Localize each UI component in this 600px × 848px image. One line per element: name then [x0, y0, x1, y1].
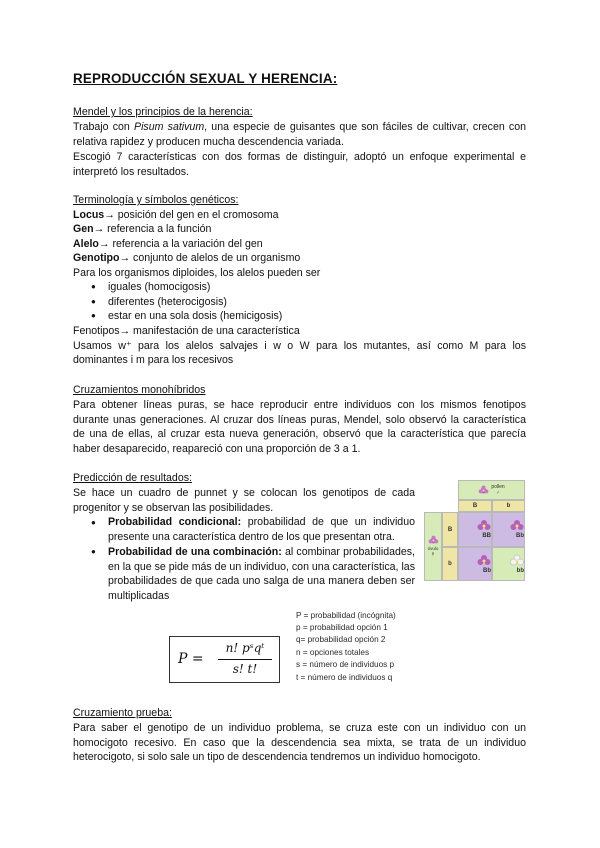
ovule-label: óvulo	[427, 546, 439, 551]
legend-line: n = opciones totales	[296, 648, 370, 657]
bullet-item: estar en una sola dosis (hemicigosis)	[108, 310, 283, 322]
bullet-item: diferentes (heterocigosis)	[108, 296, 227, 308]
flower-icon	[428, 535, 439, 546]
cruzamientos-paragraph: Para obtener líneas puras, se hace reproducir entre individuos con los mismos fenotipos durante unas generaciones. Al cruzar dos líneas puras, Mendel, solo observó la característica de una de ellas, al cruzar esta nueva generación, observó que la característica que parecía haber desaparecido, reapareció con una proporción de 3 a 1.	[73, 399, 526, 455]
bullet-dot: ●	[91, 518, 96, 527]
legend-line: s = número de individuos p	[296, 660, 395, 669]
formula-denominator: s! t!	[232, 662, 258, 676]
male-symbol: ♂	[496, 490, 500, 496]
bullet-item: iguales (homocigosis)	[108, 281, 211, 293]
formula-lhs: P =	[178, 651, 204, 667]
bullet-dot: ●	[91, 311, 96, 320]
legend-line: t = número de individuos q	[296, 673, 393, 682]
mendel-heading: Mendel y los principios de la herencia:	[73, 106, 253, 118]
legend-line: q= probabilidad opción 2	[296, 635, 386, 644]
bullet-dot: ●	[91, 297, 96, 306]
probabilidad-condicional: Probabilidad condicional: probabilidad de que un individuo presente una característica dentro de los que presentan otra.	[108, 516, 415, 543]
mendel-paragraph-2: Escogió 7 características con dos formas de distinguir, adoptó un enfoque experimental e interpretó los resultados.	[73, 151, 526, 178]
purple-flower-icon	[510, 519, 524, 533]
row-header: B	[442, 512, 458, 547]
row-header: b	[442, 547, 458, 581]
term-locus: Locus→ posición del gen en el cromosoma	[73, 209, 279, 221]
col-header: B	[458, 500, 492, 512]
diploides-text: Para los organismos diploides, los alelos pueden ser	[73, 267, 321, 279]
pollen-header	[458, 480, 525, 500]
formula-numerator: n! pˢqᵗ	[225, 641, 265, 655]
white-flower-icon	[510, 554, 524, 568]
usamos-line-2: dominantes i m para los recesivos	[73, 354, 234, 366]
species-name: Pisum sativum	[134, 121, 205, 133]
usamos-line-1: Usamos w⁺ para los alelos salvajes i w o W para los mutantes, así como M para los	[73, 340, 526, 352]
punnett-cell: Bb	[492, 512, 525, 547]
flower-icon	[478, 485, 489, 496]
term-genotipo: Genotipo→ conjunto de alelos de un organismo	[73, 252, 301, 264]
legend-line: p = probabilidad opción 1	[296, 623, 388, 632]
purple-flower-icon	[477, 554, 491, 568]
punnett-square	[424, 480, 525, 581]
terminologia-heading: Terminología y símbolos genéticos:	[73, 194, 239, 206]
prediccion-heading: Predicción de resultados:	[73, 472, 192, 484]
cruzamientos-heading: Cruzamientos monohíbridos	[73, 384, 206, 396]
female-symbol: ♀	[430, 551, 436, 558]
probabilidad-combinacion: Probabilidad de una combinación: al combinar probabilidades, en la que se pide más de un individuo, con una característica, las probabilidades de que cada uno salga de una manera deben ser multiplicadas	[108, 546, 415, 602]
punnett-cell: Bb	[458, 547, 492, 581]
bullet-dot: ●	[91, 547, 96, 556]
fenotipos-text: Fenotipos→ manifestación de una característica	[73, 325, 300, 337]
ovule-header	[424, 512, 442, 581]
prueba-heading: Cruzamiento prueba:	[73, 707, 172, 719]
punnett-cell: bb	[492, 547, 525, 581]
purple-flower-icon	[477, 519, 491, 533]
pollen-label: pollen	[491, 484, 505, 490]
probability-formula	[169, 636, 280, 683]
page-title: REPRODUCCIÓN SEXUAL Y HERENCIA:	[73, 71, 338, 86]
prediccion-intro: Se hace un cuadro de punnet y se colocan los genotipos de cada progenitor y se observan las posibilidades.	[73, 487, 415, 514]
term-alelo: Alelo→ referencia a la variación del gen	[73, 238, 263, 250]
mendel-paragraph-1: Trabajo con Pisum sativum, una especie de guisantes que son fáciles de cultivar, crecen con relativa rapidez y producen mucha descendencia variada.	[73, 121, 527, 148]
legend-line: P = probabilidad (incógnita)	[296, 611, 396, 620]
fraction-bar	[218, 659, 272, 660]
prueba-paragraph: Para saber el genotipo de un individuo problema, se cruza este con un individuo con un homocigoto recesivo. En caso que la descendencia sea mixta, se trata de un individuo heterocigoto, si solo sale un tipo de descendencia tendremos un individuo homocigoto.	[73, 722, 526, 764]
punnett-cell: BB	[458, 512, 492, 547]
col-header: b	[492, 500, 525, 512]
term-gen: Gen→ referencia a la función	[73, 223, 212, 235]
bullet-dot: ●	[91, 282, 96, 291]
